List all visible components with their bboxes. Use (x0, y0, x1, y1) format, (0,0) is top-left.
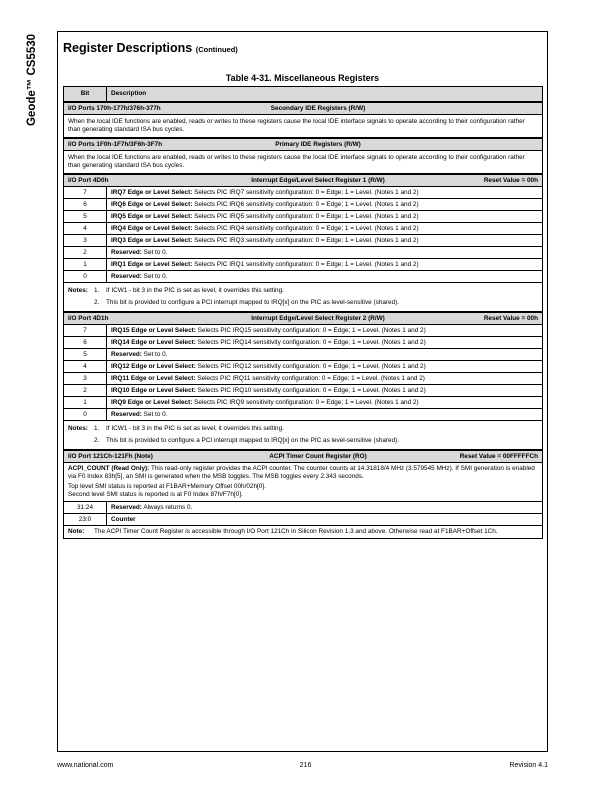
register-table (63, 86, 543, 539)
bit-row (64, 502, 543, 514)
bit-field-text: Selects PIC IRQ10 sensitivity configuration: 0 = Edge; 1 = Level. (Notes 1 and 2) (195, 386, 426, 394)
bit-field-name: IRQ6 Edge or Level Select: (111, 200, 193, 208)
bit-field-text: Selects PIC IRQ12 sensitivity configuration: 0 = Edge; 1 = Level. (Notes 1 and 2) (195, 362, 426, 370)
bit-field-name: IRQ15 Edge or Level Select: (111, 326, 196, 334)
bit-description (107, 187, 543, 199)
bit-number: 7 (64, 187, 107, 199)
note-label: Note: (68, 528, 85, 535)
bit-field-name: Counter (111, 515, 136, 523)
product-side-title-text: Geode™ CS5530 (26, 33, 38, 127)
bit-field-name: IRQ14 Edge or Level Select: (111, 338, 196, 346)
bit-field-name: Reserved: (111, 248, 142, 256)
note-number: 1. (94, 287, 100, 294)
bit-description (107, 337, 543, 349)
register-band-acpi-timer (64, 450, 543, 463)
bit-field-name: IRQ12 Edge or Level Select: (111, 362, 196, 370)
band-reset-value: Reset Value = 00h (483, 176, 538, 184)
bit-field-text: Always returns 0. (141, 503, 193, 511)
col-header-description: Description (107, 87, 543, 103)
bit-row (64, 349, 543, 361)
bit-row (64, 373, 543, 385)
bit-description (107, 199, 543, 211)
note-text: The ACPI Timer Count Register is accessible through I/O Port 121Ch in Silicon Revision 1.3 and above. Otherwise read at F1BAR+Offset 1Ch. (94, 528, 498, 535)
note-text: If ICW1 - bit 3 in the PIC is set as level, it overrides this setting. (106, 287, 284, 294)
bit-field-name: Reserved: (111, 350, 142, 358)
bit-row (64, 271, 543, 283)
bit-field-name: Reserved: (111, 272, 142, 280)
note-number: 2. (94, 437, 100, 444)
note-number: 1. (94, 425, 100, 432)
bit-row (64, 514, 543, 526)
bit-number: 5 (64, 211, 107, 223)
band-address: I/O Port 121Ch-121Fh (Note) (68, 452, 153, 460)
bit-field-text: Set to 0. (141, 350, 168, 358)
bit-number: 3 (64, 235, 107, 247)
bit-field-text: Set to 0. (141, 410, 168, 418)
register-band-4d1h (64, 312, 543, 325)
table-caption: Table 4-31. Miscellaneous Registers (225, 73, 380, 83)
bit-row (64, 361, 543, 373)
bit-row (64, 247, 543, 259)
bit-number: 2 (64, 247, 107, 259)
notes-label: Notes: (68, 425, 88, 432)
bit-description (107, 361, 543, 373)
bit-row (64, 409, 543, 421)
bit-row (64, 235, 543, 247)
bit-description (107, 235, 543, 247)
section-subtitle: (Continued) (195, 45, 238, 54)
acpi-second-level-status: Second level SMI status is reported is at F0 Index 87h/F7h[0]. (68, 491, 243, 498)
bit-description (107, 259, 543, 271)
bit-number: 6 (64, 337, 107, 349)
section-heading (63, 41, 238, 55)
bit-field-text: Set to 0. (141, 248, 168, 256)
bit-number: 0 (64, 409, 107, 421)
bit-row (64, 325, 543, 337)
bit-description (107, 211, 543, 223)
bit-description (107, 271, 543, 283)
bit-field-name: IRQ9 Edge or Level Select: (111, 398, 193, 406)
bit-field-name: IRQ5 Edge or Level Select: (111, 212, 193, 220)
bit-number: 23:0 (64, 514, 107, 526)
bit-number: 4 (64, 361, 107, 373)
register-description: When the local IDE functions are enabled, reads or writes to these registers cause the local IDE interface signals to operate according to their configuration rather than generating standard ISA bus cycles. (64, 115, 543, 139)
register-band-4d0h (64, 174, 543, 187)
bit-row (64, 337, 543, 349)
bit-field-text: Selects PIC IRQ6 sensitivity configuration: 0 = Edge; 1 = Level. (Notes 1 and 2) (192, 200, 419, 208)
note-text: This bit is provided to configure a PCI interrupt mapped to IRQ[x] on the PIC as level-sensitive (shared). (106, 437, 400, 444)
band-reset-value (438, 105, 538, 113)
product-side-title (22, 33, 42, 127)
band-register-name: Interrupt Edge/Level Select Register 2 (R/W) (251, 314, 385, 322)
note-number: 2. (94, 299, 100, 306)
bit-description (107, 409, 543, 421)
bit-number: 6 (64, 199, 107, 211)
bit-number: 3 (64, 373, 107, 385)
footer-website: www.national.com (57, 762, 114, 769)
footer-page-number: 216 (299, 762, 312, 769)
note-text: This bit is provided to configure a PCI interrupt mapped to IRQ[x] on the PIC as level-sensitive (shared). (106, 299, 400, 306)
band-address: I/O Ports 1F0h-1F7h/3F6h-3F7h (68, 140, 163, 148)
bit-field-name: IRQ7 Edge or Level Select: (111, 188, 193, 196)
register-description: When the local IDE functions are enabled, reads or writes to these registers cause the local IDE interface signals to operate according to their configuration rather than generating standard ISA bus cycles. (64, 151, 543, 175)
band-register-name: Interrupt Edge/Level Select Register 1 (R/W) (251, 176, 385, 184)
notes-label: Notes: (68, 287, 88, 294)
band-register-name: Primary IDE Registers (R/W) (275, 140, 361, 148)
bit-row (64, 199, 543, 211)
register-notes-row (64, 283, 543, 313)
bit-description (107, 514, 543, 526)
acpi-note-row (64, 526, 543, 539)
bit-field-name: IRQ4 Edge or Level Select: (111, 224, 193, 232)
band-address: I/O Port 4D1h (68, 314, 109, 322)
table-header-row (64, 87, 543, 103)
acpi-field-name: ACPI_COUNT (Read Only): (68, 465, 150, 472)
bit-field-text: Selects PIC IRQ7 sensitivity configuration: 0 = Edge; 1 = Level. (Notes 1 and 2) (192, 188, 419, 196)
bit-field-text: Selects PIC IRQ1 sensitivity configuration: 0 = Edge; 1 = Level. (Notes 1 and 2) (192, 260, 419, 268)
bit-description (107, 247, 543, 259)
acpi-description-row (64, 463, 543, 502)
bit-number: 7 (64, 325, 107, 337)
bit-description (107, 223, 543, 235)
bit-number: 31:24 (64, 502, 107, 514)
band-reset-value: Reset Value = 00FFFFFCh (459, 452, 538, 460)
bit-number: 2 (64, 385, 107, 397)
footer-revision: Revision 4.1 (509, 762, 548, 769)
bit-description (107, 385, 543, 397)
register-description-row (64, 115, 543, 139)
bit-field-text: Selects PIC IRQ3 sensitivity configuration: 0 = Edge; 1 = Level. (Notes 1 and 2) (192, 236, 419, 244)
bit-number: 4 (64, 223, 107, 235)
bit-field-text: Selects PIC IRQ4 sensitivity configuration: 0 = Edge; 1 = Level. (Notes 1 and 2) (192, 224, 419, 232)
band-register-name: Secondary IDE Registers (R/W) (270, 104, 366, 112)
bit-field-text: Selects PIC IRQ11 sensitivity configuration: 0 = Edge; 1 = Level. (Notes 1 and 2) (195, 374, 425, 382)
register-description-row (64, 151, 543, 175)
bit-field-text: Selects PIC IRQ9 sensitivity configuration: 0 = Edge; 1 = Level. (Notes 1 and 2) (192, 398, 419, 406)
register-band-ide-secondary (64, 102, 543, 115)
bit-row (64, 187, 543, 199)
band-address: I/O Ports 170h-177h/376h-377h (68, 104, 161, 112)
acpi-description (68, 465, 538, 481)
register-notes-row (64, 421, 543, 451)
bit-number: 1 (64, 397, 107, 409)
bit-row (64, 211, 543, 223)
bit-row (64, 259, 543, 271)
bit-field-name: Reserved: (111, 503, 142, 511)
band-reset-value (438, 141, 538, 149)
bit-row (64, 385, 543, 397)
band-reset-value: Reset Value = 00h (483, 314, 538, 322)
bit-description (107, 502, 543, 514)
bit-number: 0 (64, 271, 107, 283)
note-text: If ICW1 - bit 3 in the PIC is set as level, it overrides this setting. (106, 425, 284, 432)
section-title: Register Descriptions (63, 41, 193, 55)
bit-row (64, 223, 543, 235)
bit-field-text: Selects PIC IRQ14 sensitivity configuration: 0 = Edge; 1 = Level. (Notes 1 and 2) (195, 338, 426, 346)
bit-field-text: Set to 0. (141, 272, 168, 280)
bit-number: 1 (64, 259, 107, 271)
bit-field-name: Reserved: (111, 410, 142, 418)
bit-description (107, 325, 543, 337)
bit-field-text: Selects PIC IRQ5 sensitivity configuration: 0 = Edge; 1 = Level. (Notes 1 and 2) (192, 212, 419, 220)
bit-description (107, 349, 543, 361)
bit-field-name: IRQ11 Edge or Level Select: (111, 374, 196, 382)
register-band-ide-primary (64, 138, 543, 151)
acpi-top-level-status: Top level SMI status is reported at F1BAR+Memory Offset 00h/02h[0]. (68, 483, 266, 490)
bit-field-name: IRQ10 Edge or Level Select: (111, 386, 196, 394)
bit-field-text: Selects PIC IRQ15 sensitivity configuration: 0 = Edge; 1 = Level. (Notes 1 and 2) (195, 326, 426, 334)
acpi-field-text: This read-only register provides the ACPI counter. The counter counts at 14.31818/4 MHz (3.579545 MHz). If SMI generation is enabled via F0 Index 83h[5], an SMI is generated when the MSB toggles. The MSB toggles every 2.343 seconds. (68, 465, 535, 480)
bit-field-name: IRQ3 Edge or Level Select: (111, 236, 193, 244)
bit-number: 5 (64, 349, 107, 361)
col-header-bit: Bit (64, 87, 107, 103)
bit-description (107, 373, 543, 385)
bit-description (107, 397, 543, 409)
band-address: I/O Port 4D0h (68, 176, 109, 184)
band-register-name: ACPI Timer Count Register (RO) (269, 452, 367, 460)
bit-row (64, 397, 543, 409)
bit-field-name: IRQ1 Edge or Level Select: (111, 260, 193, 268)
